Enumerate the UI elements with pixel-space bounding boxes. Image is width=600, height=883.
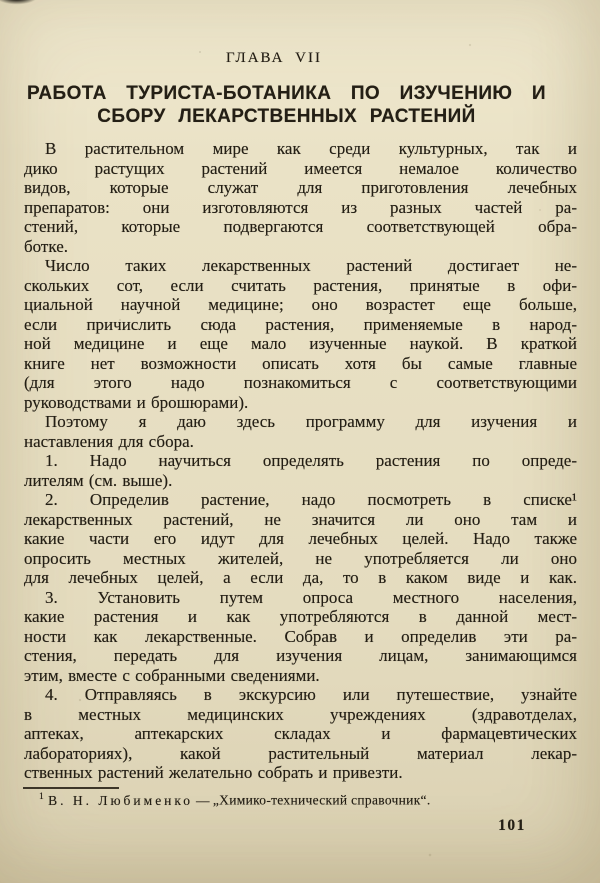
- paragraph: [24, 451, 577, 490]
- body-line: руководствами и брошюрами).: [24, 392, 249, 412]
- body-line: лекарственных растений, не значится ли оно там и: [24, 509, 577, 529]
- chapter-heading: ГЛАВА VII: [225, 50, 322, 66]
- body-text: [24, 139, 577, 783]
- paragraph: [24, 685, 577, 783]
- paragraph: [24, 490, 577, 588]
- body-line: ботке.: [24, 236, 68, 256]
- footnote: [24, 792, 577, 809]
- footnote-rule: [23, 787, 119, 789]
- footnote-title: „Химико-технический справочник“.: [212, 792, 431, 808]
- paragraph: [24, 139, 577, 256]
- body-line: видов, которые служат для приготовления лечебных: [24, 178, 577, 197]
- paragraph: [24, 412, 577, 451]
- body-line: какие части его идут для лечебных целей. Надо также: [24, 529, 577, 548]
- page-number: 101: [498, 817, 526, 834]
- body-line: Поэтому я даю здесь программу для изучения и: [45, 412, 577, 431]
- page-title: [27, 82, 546, 128]
- body-line: ственных растений желательно собрать и привезти.: [24, 763, 403, 782]
- body-line: опросить местных жителей, не употребляется ли оно: [24, 548, 577, 568]
- body-line: если причислить сюда растения, применяемые в народ-: [24, 314, 577, 334]
- body-line: этим, вместе с собранными сведениями.: [24, 665, 320, 685]
- body-line: 4. Отправляясь в экскурсию или путешествие, узнайте: [45, 685, 577, 704]
- body-line: книге нет возможности описать хотя бы самые главные: [24, 353, 577, 373]
- body-line: лителям (см. выше).: [24, 470, 173, 490]
- body-line: 3. Установить путем опроса местного населения,: [45, 587, 577, 607]
- footnote-marker: 1: [39, 792, 45, 802]
- body-line: 1. Надо научиться определять растения по опреде-: [45, 451, 577, 470]
- body-line: циальной научной медицине; оно возрастет еще больше,: [24, 295, 577, 314]
- body-line: скольких сот, если считать растения, принятые в офи-: [24, 275, 577, 295]
- page-title-line-2: СБОРУ ЛЕКАРСТВЕННЫХ РАСТЕНИЙ: [97, 106, 476, 127]
- body-line: ной медицине и еще мало изученные наукой. В краткой: [24, 334, 577, 353]
- body-line: дико растущих растений имеется немалое количество: [24, 158, 577, 178]
- body-line: какие растения и как употребляются в данной мест-: [24, 607, 577, 626]
- body-line: аптеках, аптекарских складах и фармацевтических: [24, 724, 577, 743]
- body-line: (для этого надо познакомиться с соответствующими: [24, 373, 577, 392]
- body-line: лабораториях), какой растительный материал лекар-: [24, 743, 577, 763]
- body-line: в местных медицинских учреждениях (здравотделах,: [24, 704, 577, 724]
- paragraph: [24, 256, 577, 412]
- body-line: стений, которые подвергаются соответствующей обра-: [24, 217, 577, 236]
- body-line: ности как лекарственные. Собрав и определив эти ра-: [24, 626, 577, 646]
- body-line: В растительном мире как среди культурных, так и: [45, 139, 577, 158]
- scan-smudge-top-left: [0, 0, 42, 7]
- footnote-author: В. Н. Любименко: [48, 792, 194, 808]
- body-line: для лечебных целей, а если да, то в каком виде и как.: [24, 568, 577, 587]
- paragraph: [24, 588, 577, 686]
- footnote-dash: —: [196, 792, 210, 808]
- body-line: 2. Определив растение, надо посмотреть в списке¹: [45, 490, 577, 509]
- body-line: стения, передать для изучения лицам, занимающимся: [24, 646, 577, 665]
- body-line: Число таких лекарственных растений достигает не-: [45, 256, 577, 275]
- body-line: наставления для сбора.: [24, 431, 194, 451]
- page-title-line-1: РАБОТА ТУРИСТА-БОТАНИКА ПО ИЗУЧЕНИЮ И: [27, 83, 546, 104]
- body-line: препаратов: они изготовляются из разных частей ра-: [24, 197, 577, 217]
